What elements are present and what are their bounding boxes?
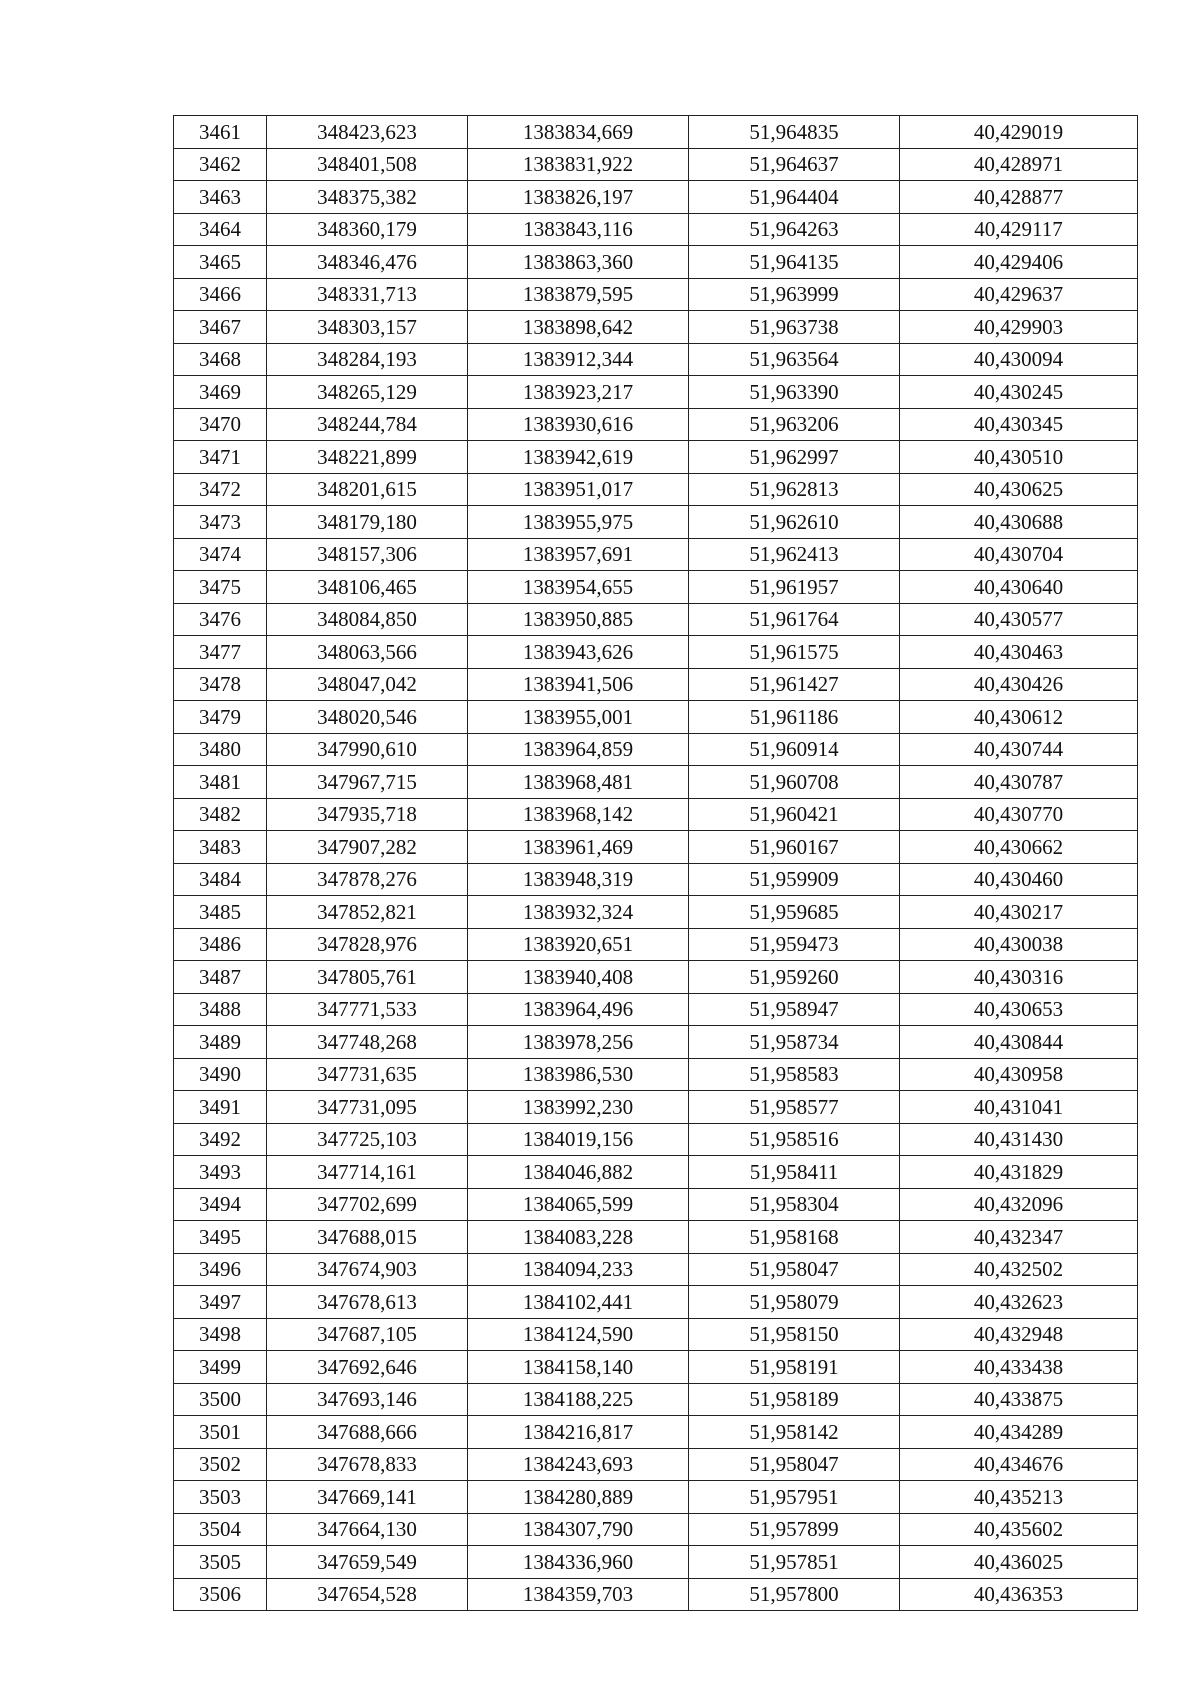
latitude-cell: 51,962413 <box>689 538 900 571</box>
table-row <box>174 571 1138 604</box>
longitude-cell: 40,430640 <box>900 571 1138 604</box>
longitude-cell: 40,432948 <box>900 1318 1138 1351</box>
table-row <box>174 1383 1138 1416</box>
y-coordinate-cell: 1383992,230 <box>468 1091 689 1124</box>
latitude-cell: 51,963999 <box>689 278 900 311</box>
longitude-cell: 40,432347 <box>900 1221 1138 1254</box>
x-coordinate-cell: 348157,306 <box>267 538 468 571</box>
point-number-cell: 3494 <box>174 1188 267 1221</box>
latitude-cell: 51,958150 <box>689 1318 900 1351</box>
point-number-cell: 3503 <box>174 1481 267 1514</box>
longitude-cell: 40,430316 <box>900 961 1138 994</box>
x-coordinate-cell: 347731,095 <box>267 1091 468 1124</box>
table-row <box>174 116 1138 149</box>
table-row <box>174 1091 1138 1124</box>
latitude-cell: 51,961427 <box>689 668 900 701</box>
point-number-cell: 3502 <box>174 1448 267 1481</box>
y-coordinate-cell: 1383923,217 <box>468 376 689 409</box>
x-coordinate-cell: 348063,566 <box>267 636 468 669</box>
y-coordinate-cell: 1383968,142 <box>468 798 689 831</box>
table-row <box>174 246 1138 279</box>
table-row <box>174 1578 1138 1611</box>
x-coordinate-cell: 347659,549 <box>267 1546 468 1579</box>
point-number-cell: 3485 <box>174 896 267 929</box>
y-coordinate-cell: 1383940,408 <box>468 961 689 994</box>
table-row <box>174 636 1138 669</box>
y-coordinate-cell: 1383964,859 <box>468 733 689 766</box>
longitude-cell: 40,430245 <box>900 376 1138 409</box>
x-coordinate-cell: 347693,146 <box>267 1383 468 1416</box>
y-coordinate-cell: 1383920,651 <box>468 928 689 961</box>
table-row <box>174 343 1138 376</box>
x-coordinate-cell: 348360,179 <box>267 213 468 246</box>
x-coordinate-cell: 348423,623 <box>267 116 468 149</box>
table-row <box>174 506 1138 539</box>
longitude-cell: 40,431829 <box>900 1156 1138 1189</box>
point-number-cell: 3477 <box>174 636 267 669</box>
table-row <box>174 1546 1138 1579</box>
longitude-cell: 40,430094 <box>900 343 1138 376</box>
y-coordinate-cell: 1383950,885 <box>468 603 689 636</box>
longitude-cell: 40,431041 <box>900 1091 1138 1124</box>
point-number-cell: 3491 <box>174 1091 267 1124</box>
y-coordinate-cell: 1384359,703 <box>468 1578 689 1611</box>
longitude-cell: 40,435213 <box>900 1481 1138 1514</box>
table-row <box>174 473 1138 506</box>
latitude-cell: 51,958583 <box>689 1058 900 1091</box>
point-number-cell: 3489 <box>174 1026 267 1059</box>
table-row <box>174 1253 1138 1286</box>
longitude-cell: 40,436025 <box>900 1546 1138 1579</box>
y-coordinate-cell: 1383930,616 <box>468 408 689 441</box>
longitude-cell: 40,429117 <box>900 213 1138 246</box>
y-coordinate-cell: 1383941,506 <box>468 668 689 701</box>
table-row <box>174 408 1138 441</box>
y-coordinate-cell: 1383955,001 <box>468 701 689 734</box>
coordinate-table <box>173 115 1138 1611</box>
x-coordinate-cell: 347688,015 <box>267 1221 468 1254</box>
y-coordinate-cell: 1384158,140 <box>468 1351 689 1384</box>
point-number-cell: 3463 <box>174 181 267 214</box>
longitude-cell: 40,430038 <box>900 928 1138 961</box>
table-row <box>174 181 1138 214</box>
table-row <box>174 1513 1138 1546</box>
point-number-cell: 3465 <box>174 246 267 279</box>
x-coordinate-cell: 347692,646 <box>267 1351 468 1384</box>
y-coordinate-cell: 1384019,156 <box>468 1123 689 1156</box>
table-row <box>174 441 1138 474</box>
table-row <box>174 993 1138 1026</box>
longitude-cell: 40,430426 <box>900 668 1138 701</box>
y-coordinate-cell: 1383955,975 <box>468 506 689 539</box>
y-coordinate-cell: 1383964,496 <box>468 993 689 1026</box>
x-coordinate-cell: 347828,976 <box>267 928 468 961</box>
x-coordinate-cell: 347990,610 <box>267 733 468 766</box>
latitude-cell: 51,958189 <box>689 1383 900 1416</box>
longitude-cell: 40,430704 <box>900 538 1138 571</box>
latitude-cell: 51,961764 <box>689 603 900 636</box>
longitude-cell: 40,436353 <box>900 1578 1138 1611</box>
latitude-cell: 51,958079 <box>689 1286 900 1319</box>
longitude-cell: 40,430577 <box>900 603 1138 636</box>
latitude-cell: 51,957899 <box>689 1513 900 1546</box>
longitude-cell: 40,430345 <box>900 408 1138 441</box>
table-row <box>174 668 1138 701</box>
point-number-cell: 3469 <box>174 376 267 409</box>
latitude-cell: 51,962997 <box>689 441 900 474</box>
point-number-cell: 3490 <box>174 1058 267 1091</box>
longitude-cell: 40,434676 <box>900 1448 1138 1481</box>
y-coordinate-cell: 1384083,228 <box>468 1221 689 1254</box>
latitude-cell: 51,962610 <box>689 506 900 539</box>
y-coordinate-cell: 1383943,626 <box>468 636 689 669</box>
y-coordinate-cell: 1384188,225 <box>468 1383 689 1416</box>
latitude-cell: 51,964135 <box>689 246 900 279</box>
latitude-cell: 51,960421 <box>689 798 900 831</box>
x-coordinate-cell: 348244,784 <box>267 408 468 441</box>
y-coordinate-cell: 1383898,642 <box>468 311 689 344</box>
y-coordinate-cell: 1383968,481 <box>468 766 689 799</box>
longitude-cell: 40,434289 <box>900 1416 1138 1449</box>
table-row <box>174 1481 1138 1514</box>
x-coordinate-cell: 347678,833 <box>267 1448 468 1481</box>
y-coordinate-cell: 1383912,344 <box>468 343 689 376</box>
x-coordinate-cell: 347664,130 <box>267 1513 468 1546</box>
latitude-cell: 51,963738 <box>689 311 900 344</box>
point-number-cell: 3464 <box>174 213 267 246</box>
point-number-cell: 3461 <box>174 116 267 149</box>
x-coordinate-cell: 348047,042 <box>267 668 468 701</box>
table-row <box>174 766 1138 799</box>
y-coordinate-cell: 1383843,116 <box>468 213 689 246</box>
x-coordinate-cell: 347688,666 <box>267 1416 468 1449</box>
x-coordinate-cell: 348265,129 <box>267 376 468 409</box>
y-coordinate-cell: 1383831,922 <box>468 148 689 181</box>
table-row <box>174 213 1138 246</box>
longitude-cell: 40,430510 <box>900 441 1138 474</box>
table-row <box>174 1286 1138 1319</box>
latitude-cell: 51,961186 <box>689 701 900 734</box>
x-coordinate-cell: 348375,382 <box>267 181 468 214</box>
point-number-cell: 3471 <box>174 441 267 474</box>
y-coordinate-cell: 1384046,882 <box>468 1156 689 1189</box>
point-number-cell: 3483 <box>174 831 267 864</box>
longitude-cell: 40,432623 <box>900 1286 1138 1319</box>
longitude-cell: 40,429019 <box>900 116 1138 149</box>
longitude-cell: 40,432502 <box>900 1253 1138 1286</box>
y-coordinate-cell: 1383978,256 <box>468 1026 689 1059</box>
y-coordinate-cell: 1383954,655 <box>468 571 689 604</box>
point-number-cell: 3504 <box>174 1513 267 1546</box>
point-number-cell: 3482 <box>174 798 267 831</box>
longitude-cell: 40,430460 <box>900 863 1138 896</box>
latitude-cell: 51,957951 <box>689 1481 900 1514</box>
point-number-cell: 3506 <box>174 1578 267 1611</box>
y-coordinate-cell: 1383932,324 <box>468 896 689 929</box>
x-coordinate-cell: 347654,528 <box>267 1578 468 1611</box>
point-number-cell: 3480 <box>174 733 267 766</box>
longitude-cell: 40,429637 <box>900 278 1138 311</box>
latitude-cell: 51,957851 <box>689 1546 900 1579</box>
table-row <box>174 538 1138 571</box>
coordinate-table-body <box>174 116 1138 1611</box>
x-coordinate-cell: 348084,850 <box>267 603 468 636</box>
latitude-cell: 51,958191 <box>689 1351 900 1384</box>
point-number-cell: 3498 <box>174 1318 267 1351</box>
table-row <box>174 798 1138 831</box>
x-coordinate-cell: 347805,761 <box>267 961 468 994</box>
table-row <box>174 1221 1138 1254</box>
longitude-cell: 40,430787 <box>900 766 1138 799</box>
latitude-cell: 51,960914 <box>689 733 900 766</box>
y-coordinate-cell: 1384124,590 <box>468 1318 689 1351</box>
point-number-cell: 3478 <box>174 668 267 701</box>
latitude-cell: 51,963206 <box>689 408 900 441</box>
latitude-cell: 51,958047 <box>689 1448 900 1481</box>
longitude-cell: 40,430844 <box>900 1026 1138 1059</box>
point-number-cell: 3500 <box>174 1383 267 1416</box>
latitude-cell: 51,958047 <box>689 1253 900 1286</box>
y-coordinate-cell: 1384336,960 <box>468 1546 689 1579</box>
x-coordinate-cell: 348303,157 <box>267 311 468 344</box>
latitude-cell: 51,964637 <box>689 148 900 181</box>
longitude-cell: 40,433875 <box>900 1383 1138 1416</box>
x-coordinate-cell: 348401,508 <box>267 148 468 181</box>
longitude-cell: 40,431430 <box>900 1123 1138 1156</box>
table-row <box>174 376 1138 409</box>
x-coordinate-cell: 347678,613 <box>267 1286 468 1319</box>
latitude-cell: 51,963564 <box>689 343 900 376</box>
longitude-cell: 40,430662 <box>900 831 1138 864</box>
point-number-cell: 3475 <box>174 571 267 604</box>
table-row <box>174 1416 1138 1449</box>
latitude-cell: 51,964835 <box>689 116 900 149</box>
x-coordinate-cell: 348284,193 <box>267 343 468 376</box>
latitude-cell: 51,958734 <box>689 1026 900 1059</box>
longitude-cell: 40,430463 <box>900 636 1138 669</box>
latitude-cell: 51,959260 <box>689 961 900 994</box>
latitude-cell: 51,958411 <box>689 1156 900 1189</box>
x-coordinate-cell: 348179,180 <box>267 506 468 539</box>
longitude-cell: 40,435602 <box>900 1513 1138 1546</box>
table-row <box>174 1188 1138 1221</box>
y-coordinate-cell: 1383942,619 <box>468 441 689 474</box>
table-row <box>174 733 1138 766</box>
y-coordinate-cell: 1383834,669 <box>468 116 689 149</box>
latitude-cell: 51,962813 <box>689 473 900 506</box>
longitude-cell: 40,428971 <box>900 148 1138 181</box>
x-coordinate-cell: 348221,899 <box>267 441 468 474</box>
point-number-cell: 3484 <box>174 863 267 896</box>
table-row <box>174 1026 1138 1059</box>
x-coordinate-cell: 348106,465 <box>267 571 468 604</box>
latitude-cell: 51,958142 <box>689 1416 900 1449</box>
table-row <box>174 701 1138 734</box>
x-coordinate-cell: 348331,713 <box>267 278 468 311</box>
x-coordinate-cell: 347852,821 <box>267 896 468 929</box>
latitude-cell: 51,958947 <box>689 993 900 1026</box>
point-number-cell: 3470 <box>174 408 267 441</box>
y-coordinate-cell: 1383948,319 <box>468 863 689 896</box>
y-coordinate-cell: 1384102,441 <box>468 1286 689 1319</box>
latitude-cell: 51,964263 <box>689 213 900 246</box>
latitude-cell: 51,958516 <box>689 1123 900 1156</box>
x-coordinate-cell: 348201,615 <box>267 473 468 506</box>
point-number-cell: 3479 <box>174 701 267 734</box>
table-row <box>174 1058 1138 1091</box>
latitude-cell: 51,959909 <box>689 863 900 896</box>
table-row <box>174 896 1138 929</box>
table-row <box>174 1318 1138 1351</box>
point-number-cell: 3486 <box>174 928 267 961</box>
point-number-cell: 3505 <box>174 1546 267 1579</box>
latitude-cell: 51,959685 <box>689 896 900 929</box>
y-coordinate-cell: 1383986,530 <box>468 1058 689 1091</box>
point-number-cell: 3501 <box>174 1416 267 1449</box>
point-number-cell: 3488 <box>174 993 267 1026</box>
x-coordinate-cell: 347771,533 <box>267 993 468 1026</box>
point-number-cell: 3497 <box>174 1286 267 1319</box>
latitude-cell: 51,961575 <box>689 636 900 669</box>
point-number-cell: 3472 <box>174 473 267 506</box>
x-coordinate-cell: 347687,105 <box>267 1318 468 1351</box>
point-number-cell: 3462 <box>174 148 267 181</box>
table-row <box>174 311 1138 344</box>
longitude-cell: 40,430217 <box>900 896 1138 929</box>
x-coordinate-cell: 347935,718 <box>267 798 468 831</box>
longitude-cell: 40,432096 <box>900 1188 1138 1221</box>
x-coordinate-cell: 348346,476 <box>267 246 468 279</box>
x-coordinate-cell: 348020,546 <box>267 701 468 734</box>
y-coordinate-cell: 1384065,599 <box>468 1188 689 1221</box>
longitude-cell: 40,430653 <box>900 993 1138 1026</box>
y-coordinate-cell: 1384243,693 <box>468 1448 689 1481</box>
latitude-cell: 51,957800 <box>689 1578 900 1611</box>
y-coordinate-cell: 1383951,017 <box>468 473 689 506</box>
y-coordinate-cell: 1384094,233 <box>468 1253 689 1286</box>
table-row <box>174 831 1138 864</box>
table-row <box>174 928 1138 961</box>
latitude-cell: 51,960167 <box>689 831 900 864</box>
point-number-cell: 3492 <box>174 1123 267 1156</box>
latitude-cell: 51,964404 <box>689 181 900 214</box>
y-coordinate-cell: 1383957,691 <box>468 538 689 571</box>
point-number-cell: 3476 <box>174 603 267 636</box>
point-number-cell: 3487 <box>174 961 267 994</box>
y-coordinate-cell: 1383863,360 <box>468 246 689 279</box>
y-coordinate-cell: 1383879,595 <box>468 278 689 311</box>
table-row <box>174 961 1138 994</box>
latitude-cell: 51,960708 <box>689 766 900 799</box>
longitude-cell: 40,428877 <box>900 181 1138 214</box>
y-coordinate-cell: 1383826,197 <box>468 181 689 214</box>
longitude-cell: 40,430688 <box>900 506 1138 539</box>
table-row <box>174 863 1138 896</box>
point-number-cell: 3473 <box>174 506 267 539</box>
point-number-cell: 3474 <box>174 538 267 571</box>
latitude-cell: 51,959473 <box>689 928 900 961</box>
longitude-cell: 40,429903 <box>900 311 1138 344</box>
y-coordinate-cell: 1383961,469 <box>468 831 689 864</box>
y-coordinate-cell: 1384280,889 <box>468 1481 689 1514</box>
longitude-cell: 40,430744 <box>900 733 1138 766</box>
latitude-cell: 51,958577 <box>689 1091 900 1124</box>
latitude-cell: 51,958304 <box>689 1188 900 1221</box>
point-number-cell: 3467 <box>174 311 267 344</box>
point-number-cell: 3493 <box>174 1156 267 1189</box>
x-coordinate-cell: 347714,161 <box>267 1156 468 1189</box>
point-number-cell: 3495 <box>174 1221 267 1254</box>
x-coordinate-cell: 347725,103 <box>267 1123 468 1156</box>
table-row <box>174 603 1138 636</box>
point-number-cell: 3466 <box>174 278 267 311</box>
table-row <box>174 1351 1138 1384</box>
table-row <box>174 148 1138 181</box>
y-coordinate-cell: 1384307,790 <box>468 1513 689 1546</box>
x-coordinate-cell: 347702,699 <box>267 1188 468 1221</box>
longitude-cell: 40,430625 <box>900 473 1138 506</box>
latitude-cell: 51,963390 <box>689 376 900 409</box>
point-number-cell: 3481 <box>174 766 267 799</box>
latitude-cell: 51,958168 <box>689 1221 900 1254</box>
table-row <box>174 278 1138 311</box>
x-coordinate-cell: 347674,903 <box>267 1253 468 1286</box>
x-coordinate-cell: 347731,635 <box>267 1058 468 1091</box>
x-coordinate-cell: 347748,268 <box>267 1026 468 1059</box>
table-row <box>174 1448 1138 1481</box>
x-coordinate-cell: 347907,282 <box>267 831 468 864</box>
point-number-cell: 3468 <box>174 343 267 376</box>
longitude-cell: 40,430958 <box>900 1058 1138 1091</box>
latitude-cell: 51,961957 <box>689 571 900 604</box>
y-coordinate-cell: 1384216,817 <box>468 1416 689 1449</box>
longitude-cell: 40,430612 <box>900 701 1138 734</box>
longitude-cell: 40,433438 <box>900 1351 1138 1384</box>
x-coordinate-cell: 347878,276 <box>267 863 468 896</box>
table-row <box>174 1123 1138 1156</box>
longitude-cell: 40,430770 <box>900 798 1138 831</box>
table-row <box>174 1156 1138 1189</box>
point-number-cell: 3496 <box>174 1253 267 1286</box>
x-coordinate-cell: 347669,141 <box>267 1481 468 1514</box>
longitude-cell: 40,429406 <box>900 246 1138 279</box>
x-coordinate-cell: 347967,715 <box>267 766 468 799</box>
point-number-cell: 3499 <box>174 1351 267 1384</box>
